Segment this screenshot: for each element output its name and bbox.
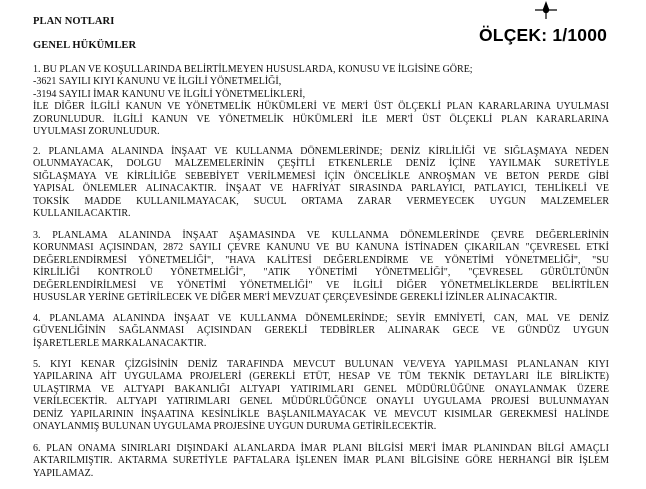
note-paragraph-2 [33,146,609,220]
note-line: UYULMASI ZORUNLUDUR. [33,126,160,138]
note-line: -3621 SAYILI KIYI KANUNU VE İLGİLİ YÖNETMELİĞİ, [33,76,282,88]
note-line: 4. PLANLAMA ALANINDA İNŞAAT VE KULLANMA DÖNEMLERİNDE; SEYİR EMNİYETİ, CAN, MAL VE DENİZ [33,313,609,324]
note-line: ZORUNLUDUR. İLGİLİ KANUN VE YÖNETMELİK HÜKÜMLERİ İLE MER'İ ÜST ÖLÇEKLİ PLAN KARARLARINA [33,113,609,125]
note-line: İLE DİĞER İLGİLİ KANUN VE YÖNETMELİK HÜKÜMLERİ VE MER'İ ÜST ÖLÇEKLİ PLAN KARARLARINA UYULMASI [33,101,609,113]
note-line: -3194 SAYILI İMAR KANUNU VE İLGİLİ YÖNETMELİKLERİ, [33,88,306,100]
note-paragraph-4 [33,313,609,350]
note-line: SIĞLAŞMAYA VE KİRLİLİĞE SEBEBİYET VERİLMEMESİ İÇİN ÖNCELİKLE ANROŞMAN VE BETON PERDE GİBİ [33,170,609,182]
note-line: YAPISAL ÖNLEMLER ALINACAKTIR. İNŞAAT VE HAFRİYAT SIRASINDA PARLAYICI, PATLAYICI, TEHLİKELİ VE [33,183,609,195]
note-line: DEĞERLENDİRMESİ YÖNETMELİĞİ", "HAVA KALİTESİ DEĞERLENDİRME VE YÖNETİMİ YÖNETMELİĞİ", "SU [33,254,609,266]
note-line: ULAŞTIRMA VE ALTYAPI BAKANLIĞI ALTYAPI YATIRIMLARI GENEL MÜDÜRLÜĞÜNE ONAYLANMAK ÜZERE [33,383,609,395]
note-line: OLUNMAYACAK, DOLGU MALZEMELERİNİN ÇEŞİTLİ ETKENLERLE DENİZ İÇİNE YAYILMAK SURETİYLE [33,158,609,170]
note-line: VERİLECEKTİR. ALTYAPI YATIRIMLARI GENEL MÜDÜRLÜĞÜNCE ONAYLI UYGULAMA PROJESİ BULUNMAYAN [33,396,609,408]
note-line: YAPILAMAZ. [33,467,94,479]
note-line: GÜVENLİĞİNİN SAĞLANMASI AÇISINDAN GEREKLİ TEDBİRLER ALINARAK GECE VE GÜNDÜZ UYGUN [33,325,609,337]
note-line: 5. KIYI KENAR ÇİZGİSİNİN DENİZ TARAFINDA MEVCUT BULUNAN VE/VEYA YAPILMASI PLANLANAN KIYI [33,359,609,370]
note-paragraph-5 [33,359,609,433]
note-line: KULLANILACAKTIR. [33,208,131,220]
note-line: KORUNMASI AÇISINDAN, 2872 SAYILI ÇEVRE KANUNU VE BU KANUNA İSTİNADEN ÇIKARILAN "ÇEVRESEL ETKİ [33,242,609,254]
note-line: AKTARILMIŞTIR. AKTARMA SURETİYLE PAFTALARA İŞLENEN İMAR PLANI BİLGİSİNE GÖRE HERHANGİ BİR İŞLEM [33,455,609,467]
note-paragraph-3 [33,230,609,304]
note-line: ONAYLANMIŞ BULUNAN UYGULAMA PROJESİNE UYGUN DURUMA GETİRİLECEKTİR. [33,421,437,433]
north-arrow-icon [532,0,560,20]
document-title: PLAN NOTLARI [33,16,115,27]
note-line: DENİZ YAPILARININ İNŞAATINA KESİNLİKLE BAŞLANILMAYACAK VE MEVCUT KISIMLAR GEREKMESİ HALİNDE [33,408,609,420]
note-line: HUSUSLAR YERİNE GETİRİLECEK VE DİĞER MER'İ MEVZUAT ÇERÇEVESİNDE GEREKLİ İZİNLER ALINACAKTIR. [33,292,558,304]
note-paragraph-1 [33,64,609,138]
note-line: TOKSİK MADDE KULLANILMAYACAK, SUCUL ORTAMA ZARAR VERMEYECEK UYGUN MALZEMELER [33,195,609,207]
note-line: 2. PLANLAMA ALANINDA İNŞAAT VE KULLANMA DÖNEMLERİNDE; DENİZ KİRLİLİĞİ VE SIĞLAŞMAYA NEDEN [33,146,609,157]
note-paragraph-6 [33,443,609,480]
note-line: YAPILARINA AİT UYGULAMA PROJELERİ (GEREKLİ ETÜT, HESAP VE TÜM TEKNİK DETAYLARI İLE BİRLİKTE) [33,371,609,383]
note-line: DEĞERLENDİRİLMESİ VE YÖNETİMİ YÖNETMELİĞİ" VE İLGİLİ DİĞER YÖNETMELİKLERDE BELİRTİLEN [33,279,609,291]
note-line: 6. PLAN ONAMA SINIRLARI DIŞINDAKİ ALANLARDA İMAR PLANI BİLGİSİ MER'İ İMAR PLANINDAN BİLGİ AMAÇLI [33,443,609,454]
scale-label: ÖLÇEK: 1/1000 [479,25,608,45]
document-subtitle: GENEL HÜKÜMLER [33,40,137,51]
note-line: 3. PLANLAMA ALANINDA İNŞAAT AŞAMASINDA VE KULLANMA DÖNEMLERİNDE ÇEVRE DEĞERLERİNİN [33,230,609,241]
note-line: İŞARETLERLE MARKALANACAKTIR. [33,337,207,349]
note-line: KİRLİLİĞİ KONTROLÜ YÖNETMELİĞİ", "ATIK YÖNETİMİ YÖNETMELİĞİ", "ÇEVRESEL GÜRÜLTÜNÜN [33,267,609,279]
note-line: 1. BU PLAN VE KOŞULLARINDA BELİRTİLMEYEN HUSUSLARDA, KONUSU VE İLGİSİNE GÖRE; [33,64,473,75]
